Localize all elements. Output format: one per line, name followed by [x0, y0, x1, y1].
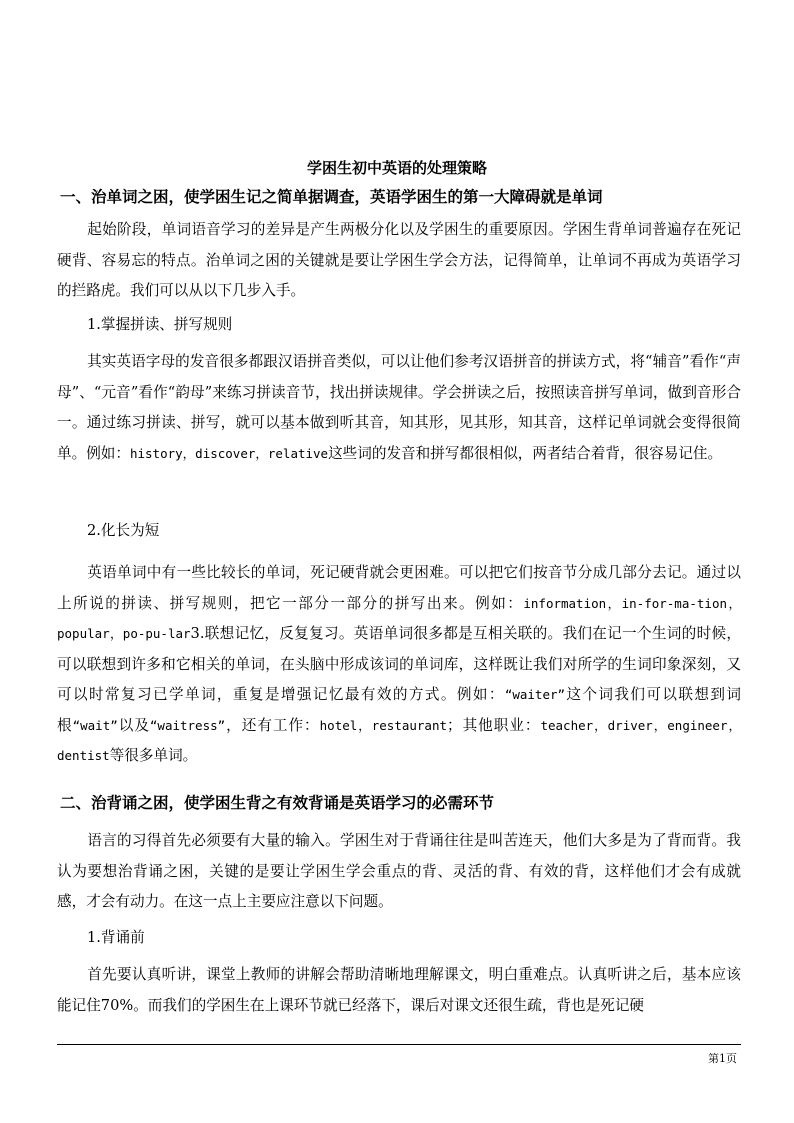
- word-waitress: “waitress”: [149, 717, 226, 733]
- page-number: 第1页: [708, 1052, 737, 1065]
- document-title: 学困生初中英语的处理策略: [306, 159, 487, 177]
- paragraph-5-text: 首先要认真听讲，课堂上教师的讲解会帮助清晰地理解课文，明白重难点。认真听讲之后，基本应该能记住70%。而我们的学困生在上课环节就已经落下，课后对课文还很生疏，背也是死记硬: [57, 966, 741, 1014]
- subheading-3: 1.背诵前: [87, 929, 145, 946]
- words-workplaces: hotel，restaurant: [319, 717, 447, 733]
- paragraph-2-english-words: history，discover，relative: [129, 445, 329, 461]
- paragraph-3-text-b: 3.联想记忆，反复复习。英语单词很多都是互相关联的。我们在记一个生词的时候，可以联想到许多和它相关的单词，在头脑中形成该词的单词库，这样既让我们对所学的生词印象深刻，又可以时常复习已学单词，重复是增强记忆最有效的方式。例如：: [57, 625, 741, 703]
- paragraph-3-text-e: ，还有工作：: [225, 716, 320, 734]
- word-wait: “wait”: [72, 717, 118, 733]
- paragraph-4: [57, 826, 741, 918]
- footer-divider: [57, 1044, 741, 1045]
- paragraph-1-text: 起始阶段，单词语音学习的差异是产生两极分化以及学困生的重要原因。学困生背单词普遍存在死记硬背、容易忘的特点。治单词之困的关键就是要让学困生学会方法，记得简单，让单词不再成为英语学习的拦路虎。我们可以从以下几步入手。: [57, 221, 741, 299]
- paragraph-2-text-b: 这些词的发音和拼写都很相似，两者结合着背，很容易记住。: [328, 444, 723, 462]
- paragraph-3-text-g: 等很多单词。: [109, 747, 198, 764]
- paragraph-3-text-c: 这个词我们可以联想到词根: [57, 686, 741, 734]
- paragraph-3-text-d: 以及: [117, 716, 150, 734]
- words-occupations: teacher，driver，engineer，dentist: [57, 717, 741, 763]
- subheading-2: 2.化长为短: [87, 522, 160, 539]
- word-waiter: “waiter”: [504, 687, 566, 702]
- paragraph-2-text-a: 其实英语字母的发音很多都跟汉语拼音类似，可以让他们参考汉语拼音的拼读方式，将“辅音”看作“声母”、“元音”看作“韵母”来练习拼读音节，找出拼读规律。学会拼读之后，按照读音拼写单词，做到音形合一。通过练习拼读、拼写，就可以基本做到听其音，知其形，见其形，知其音，这样记单词就会变得很简单。例如：: [57, 353, 741, 462]
- paragraph-3-example-words: information，in-for-ma-tion，popular，po-pu-lar: [57, 595, 741, 641]
- paragraph-3-text-a: 英语单词中有一些比较长的单词，死记硬背就会更困难。可以把它们按音节分成几部分去记。通过以上所说的拼读、拼写规则，把它一部分一部分的拼写出来。例如：: [57, 564, 741, 612]
- paragraph-5: [57, 960, 741, 1021]
- paragraph-3: [57, 558, 741, 772]
- section-heading-1: 一、治单词之困，使学困生记之简单据调查，英语学困生的第一大障碍就是单词: [60, 187, 603, 206]
- paragraph-1: [57, 215, 741, 307]
- section-heading-2: 二、治背诵之困，使学困生背之有效背诵是英语学习的必需环节: [60, 793, 495, 812]
- paragraph-4-text: 语言的习得首先必须要有大量的输入。学困生对于背诵往往是叫苦连天，他们大多是为了背而背。我认为要想治背诵之困，关键的是要让学困生学会重点的背、灵活的背、有效的背，这样他们才会有成就感，才会有动力。在这一点上主要应注意以下问题。: [57, 832, 741, 910]
- subheading-1: 1.掌握拼读、拼写规则: [87, 316, 233, 333]
- paragraph-2: [57, 347, 741, 469]
- paragraph-3-text-f: ；其他职业：: [447, 716, 541, 734]
